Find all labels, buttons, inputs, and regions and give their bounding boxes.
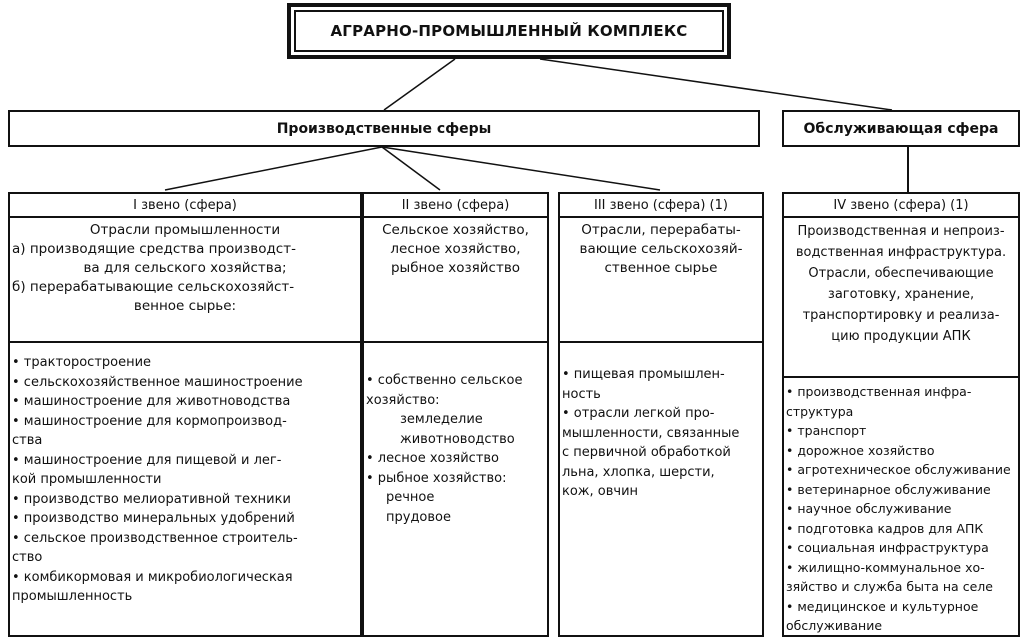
service-sphere-label: Обслуживающая сфера	[803, 120, 999, 137]
list-item: • отрасли легкой про-	[562, 406, 715, 421]
list-item: • дорожное хозяйство	[786, 442, 935, 458]
list-item: • пищевая промышлен-	[562, 367, 725, 382]
column-list	[560, 363, 762, 635]
desc-line: Сельское хозяйство,	[382, 222, 529, 238]
desc-line: рыбное хозяйство	[390, 260, 521, 276]
list-item: • собственно сельское	[366, 373, 523, 388]
list-item: • машиностроение для кормопроизвод-	[12, 413, 287, 429]
column-head: IV звено (сфера) (1)	[784, 194, 1018, 218]
list-item: • лесное хозяйство	[366, 451, 500, 466]
desc-line: венное сырье:	[133, 298, 237, 314]
desc-line: цию продукции АПК	[831, 329, 971, 344]
list-item: речное	[386, 490, 435, 505]
list-item: • тракторостроение	[12, 355, 152, 370]
column-description	[784, 218, 1018, 378]
list-item: обслуживание	[786, 618, 883, 633]
list-item: • сельскохозяйственное машиностроение	[12, 374, 303, 390]
list-item: • производство мелиоративной техники	[12, 491, 291, 507]
column-list	[364, 369, 547, 635]
desc-line: ственное сырье	[604, 260, 718, 276]
list-item: • производство минеральных удобрений	[12, 511, 295, 526]
column-head: I звено (сфера)	[10, 194, 360, 218]
list-item: с первичной обработкой	[562, 445, 731, 460]
production-sphere-label: Производственные сферы	[276, 120, 492, 137]
desc-line: Производственная и непроиз-	[797, 224, 1005, 239]
column-description	[560, 218, 762, 343]
column-list	[10, 351, 360, 635]
desc-line: вающие сельскохозяй-	[579, 241, 743, 257]
list-item: земледелие	[400, 412, 483, 427]
list-item: кож, овчин	[562, 484, 639, 499]
diagram-title: АГРАРНО-ПРОМЫШЛЕННЫЙ КОМПЛЕКС	[294, 10, 724, 52]
list-item: ства	[12, 433, 43, 448]
desc-line: транспортировку и реализа-	[802, 308, 1000, 323]
title-box	[287, 3, 731, 59]
column-description	[10, 218, 360, 343]
list-item: промышленность	[12, 589, 133, 604]
list-item: • агротехническое обслуживание	[786, 462, 1011, 477]
desc-line: заготовку, хранение,	[827, 287, 975, 302]
list-item: • машиностроение для животноводства	[12, 394, 291, 409]
list-item: льна, хлопка, шерсти,	[562, 464, 715, 480]
desc-line: Отрасли, перерабаты-	[581, 222, 741, 238]
list-item: мышленности, связанные	[562, 425, 740, 441]
desc-line: Отрасли, обеспечивающие	[808, 266, 994, 281]
list-item: • сельское производственное строитель-	[12, 530, 298, 546]
column-head: III звено (сфера) (1)	[560, 194, 762, 218]
list-item: • научное обслуживание	[786, 501, 952, 516]
list-item: зяйство и служба быта на селе	[786, 579, 993, 594]
list-item: • жилищно-коммунальное хо-	[786, 559, 985, 575]
list-item: ство	[12, 550, 43, 565]
column-tier-3	[558, 192, 764, 637]
list-item: • рыбное хозяйство:	[366, 470, 507, 486]
list-item: • комбикормовая и микробиологическая	[12, 569, 293, 585]
list-item: • подготовка кадров для АПК	[786, 520, 984, 536]
desc-line: водственная инфраструктура.	[795, 245, 1007, 260]
desc-line: б) перерабатывающие сельскохозяйст-	[12, 279, 295, 295]
list-item: • социальная инфраструктура	[786, 540, 989, 555]
desc-line: ва для сельского хозяйства;	[83, 260, 287, 276]
list-item: хозяйство:	[366, 392, 440, 408]
list-item: прудовое	[386, 509, 451, 525]
list-item: • машиностроение для пищевой и лег-	[12, 452, 282, 468]
column-description	[364, 218, 547, 343]
desc-line: лесное хозяйство,	[390, 241, 521, 257]
list-item: • ветеринарное обслуживание	[786, 481, 991, 497]
list-item: кой промышленности	[12, 472, 162, 487]
list-item: • транспорт	[786, 423, 867, 438]
column-tier-1	[8, 192, 362, 637]
column-head: II звено (сфера)	[364, 194, 547, 218]
list-item: ность	[562, 386, 601, 402]
column-list	[784, 380, 1018, 635]
list-item: • медицинское и культурное	[786, 598, 979, 614]
desc-line: Отрасли промышленности	[89, 222, 281, 238]
production-sphere-box	[8, 110, 760, 147]
column-tier-4	[782, 192, 1020, 637]
column-tier-2	[362, 192, 549, 637]
list-item: структура	[786, 403, 854, 419]
service-sphere-box	[782, 110, 1020, 147]
desc-line: а) производящие средства производст-	[12, 241, 296, 257]
list-item: • производственная инфра-	[786, 384, 972, 399]
list-item: животноводство	[400, 431, 515, 447]
